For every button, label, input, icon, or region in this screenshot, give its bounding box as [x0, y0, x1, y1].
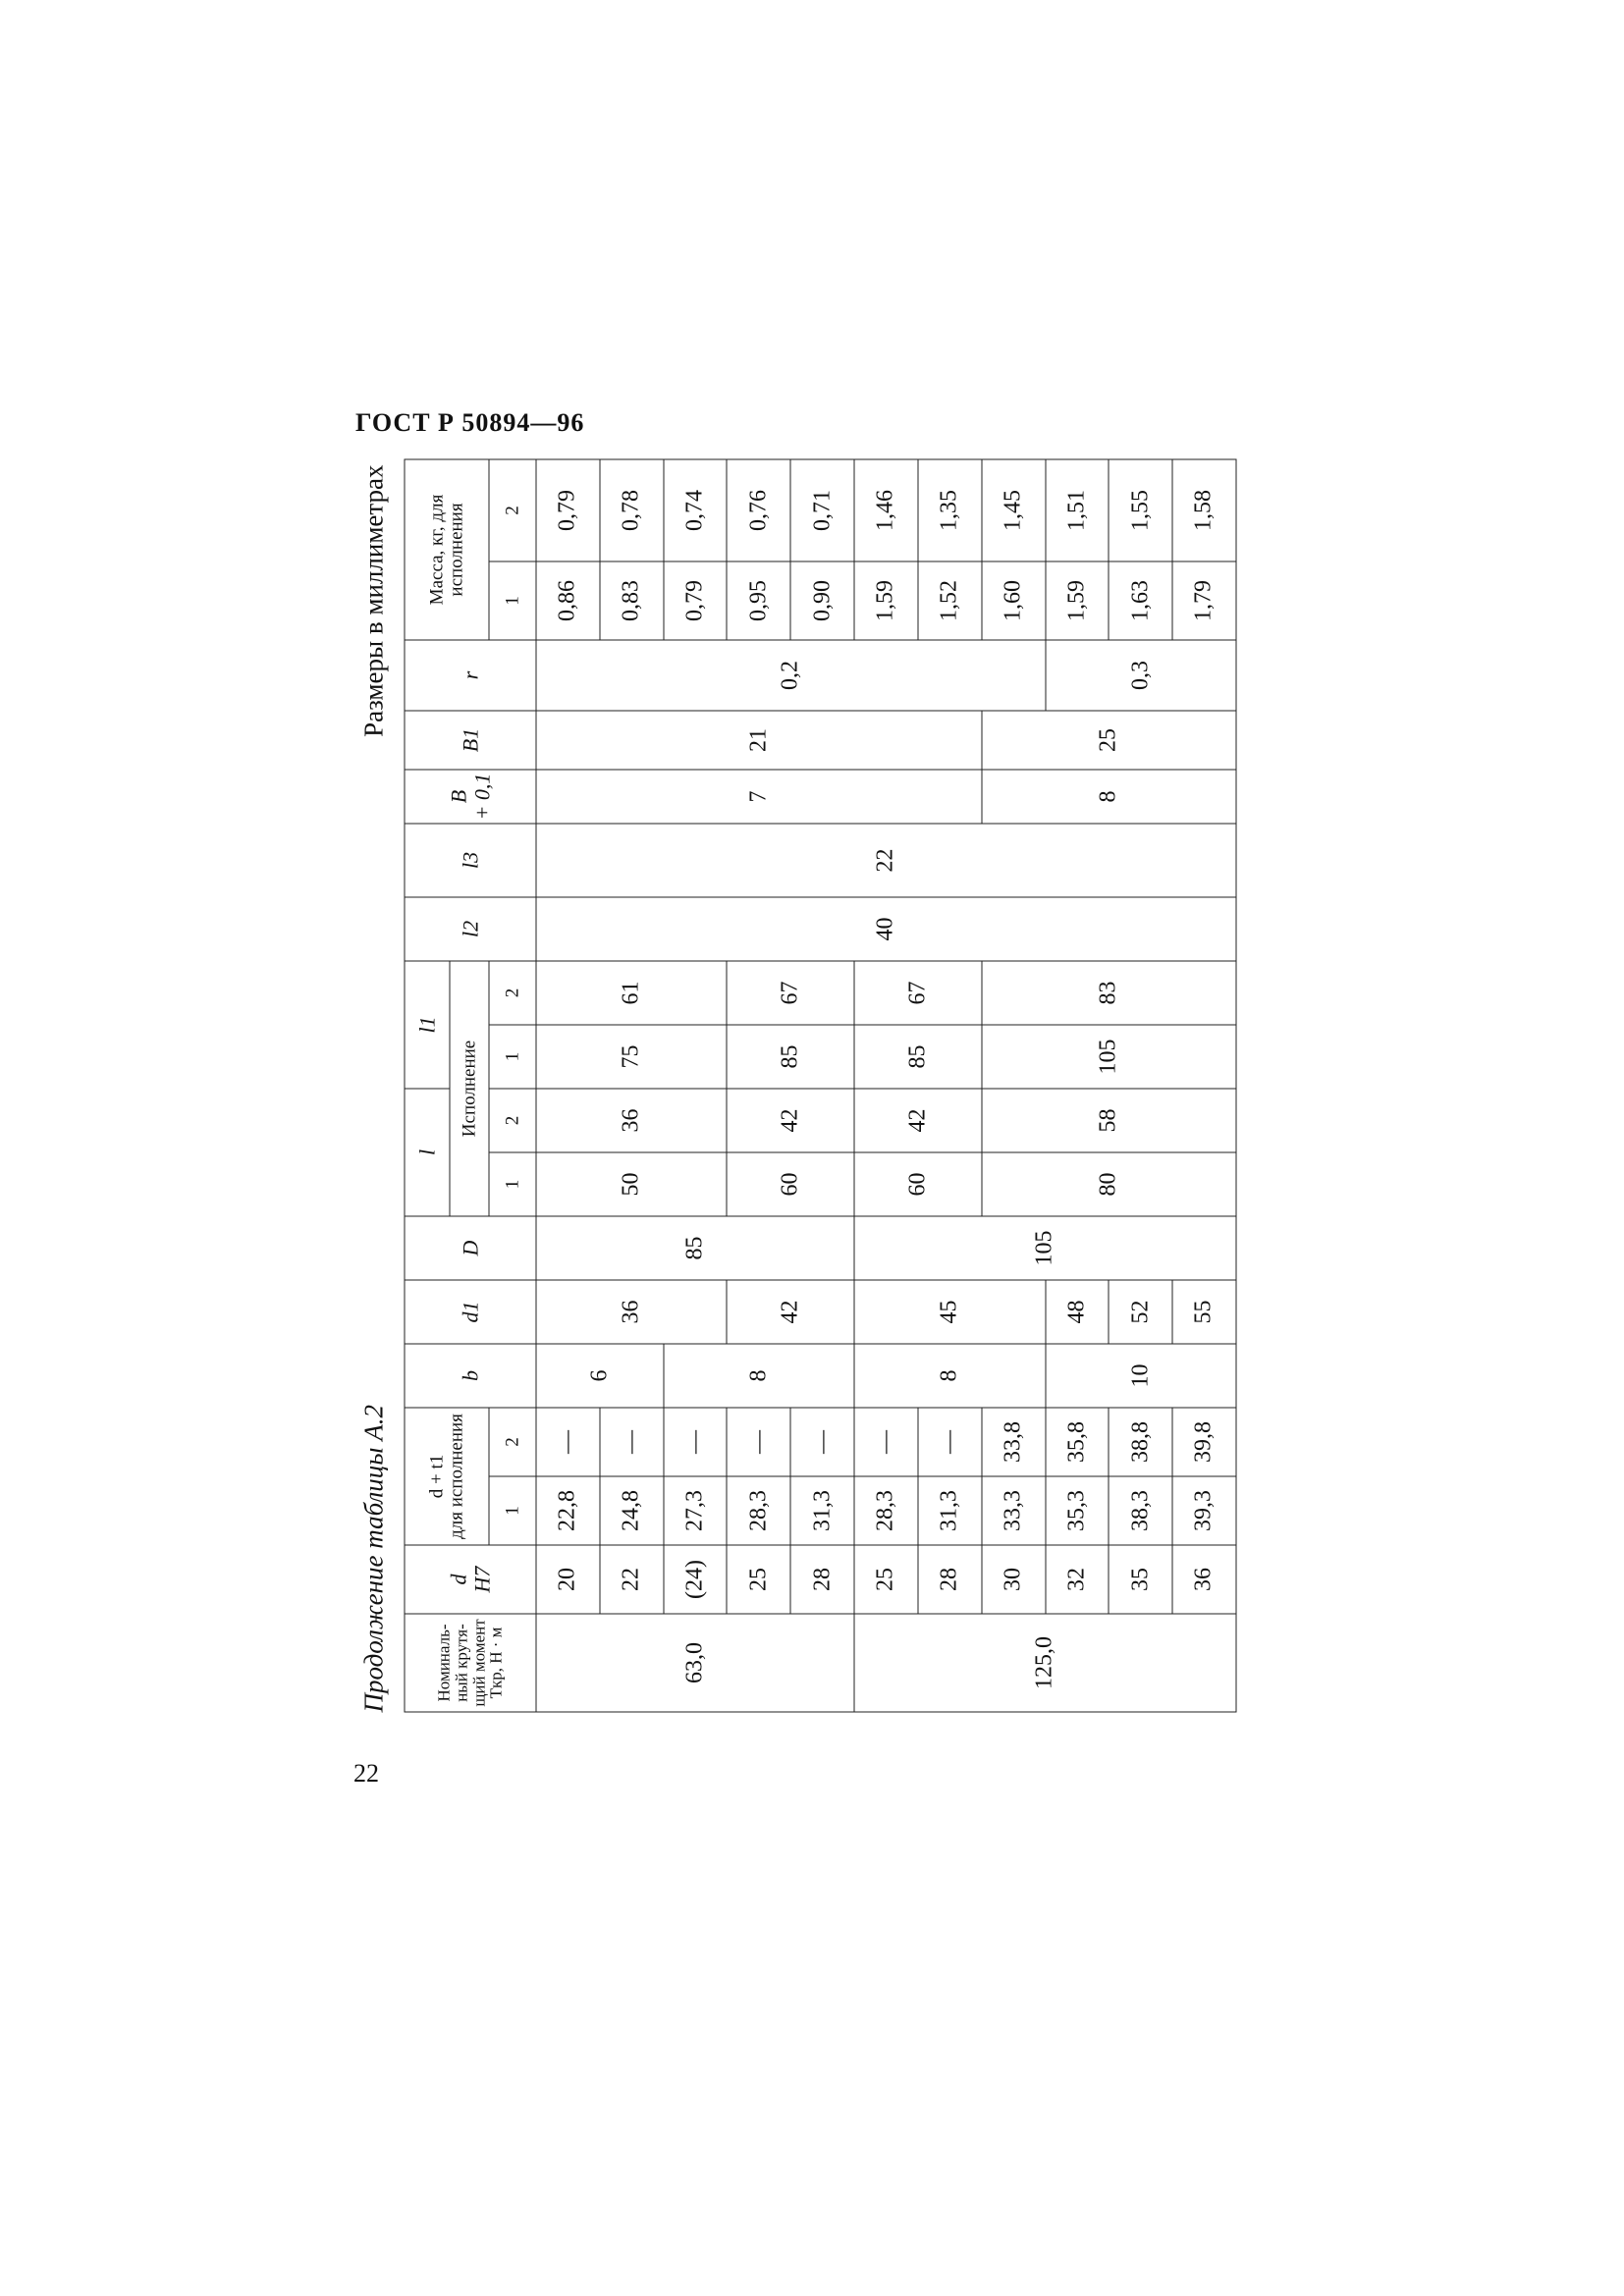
dt2-cell: —	[727, 1408, 790, 1476]
dt2-cell: —	[664, 1408, 728, 1476]
B1-cell: 25	[982, 711, 1236, 770]
mass1-cell: 0,86	[536, 561, 600, 640]
mass1-cell: 1,59	[1046, 561, 1110, 640]
mass2-cell: 0,79	[536, 459, 600, 561]
l2-cell: 40	[536, 897, 1236, 961]
l3-cell: 22	[536, 824, 1236, 897]
d-cell: 22	[600, 1545, 664, 1614]
b-cell: 6	[536, 1344, 664, 1408]
r-cell: 0,3	[1046, 640, 1237, 711]
units-note: Размеры в миллиметрах	[358, 464, 389, 737]
header-mass-exec-1: 1	[489, 561, 536, 640]
header-d-plus-t1: d + t1 для исполнения	[405, 1408, 489, 1545]
dt2-cell: 39,8	[1172, 1408, 1236, 1476]
table-continuation-caption: Продолжение таблицы А.2	[358, 1404, 389, 1713]
header-mass: Масса, кг, для исполнения	[405, 459, 489, 640]
d1-cell: 45	[854, 1280, 1045, 1344]
rotated-table-block	[346, 459, 1239, 1713]
mass2-cell: 1,46	[854, 459, 918, 561]
header-d1: d1	[405, 1280, 536, 1344]
mass2-cell: 0,74	[664, 459, 728, 561]
dt2-cell: 35,8	[1046, 1408, 1110, 1476]
B-cell: 8	[982, 770, 1236, 824]
d-cell: 25	[854, 1545, 918, 1614]
dt2-cell: 33,8	[982, 1408, 1046, 1476]
page-number: 22	[353, 1759, 379, 1788]
d-cell: 20	[536, 1545, 600, 1614]
d1-cell: 55	[1172, 1280, 1236, 1344]
d-cell: (24)	[664, 1545, 728, 1614]
l-exec2-cell: 42	[854, 1089, 982, 1152]
mass1-cell: 0,90	[790, 561, 854, 640]
d-cell: 32	[1046, 1545, 1110, 1614]
header-l3: l3	[405, 824, 536, 897]
dt1-cell: 33,3	[982, 1476, 1046, 1545]
l-exec1-cell: 50	[536, 1152, 727, 1216]
header-dt-exec-2: 2	[489, 1408, 536, 1476]
mass1-cell: 0,95	[727, 561, 790, 640]
dt1-cell: 27,3	[664, 1476, 728, 1545]
D-cell: 105	[854, 1216, 1236, 1280]
dt2-cell: —	[790, 1408, 854, 1476]
torque-cell: 125,0	[854, 1614, 1236, 1712]
dt1-cell: 22,8	[536, 1476, 600, 1545]
header-mass-exec-2: 2	[489, 459, 536, 561]
dt2-cell: —	[536, 1408, 600, 1476]
dt2-cell: —	[600, 1408, 664, 1476]
l1-exec2-cell: 61	[536, 961, 727, 1025]
mass2-cell: 1,51	[1046, 459, 1110, 561]
l-exec2-cell: 36	[536, 1089, 727, 1152]
dt2-cell: —	[918, 1408, 982, 1476]
d1-cell: 52	[1109, 1280, 1172, 1344]
mass1-cell: 1,52	[918, 561, 982, 640]
mass2-cell: 1,45	[982, 459, 1046, 561]
d-cell: 36	[1172, 1545, 1236, 1614]
mass2-cell: 0,78	[600, 459, 664, 561]
document-code: ГОСТ Р 50894—96	[355, 408, 585, 437]
dt1-cell: 28,3	[854, 1476, 918, 1545]
header-dt-exec-1: 1	[489, 1476, 536, 1545]
d1-cell: 36	[536, 1280, 727, 1344]
header-execution: Исполнение	[450, 961, 489, 1216]
dt2-cell: 38,8	[1109, 1408, 1172, 1476]
header-l1-exec-1: 1	[489, 1025, 536, 1089]
header-b: b	[405, 1344, 536, 1408]
header-B1: B1	[405, 711, 536, 770]
l1-exec1-cell: 85	[854, 1025, 982, 1089]
table-caption	[346, 459, 405, 1713]
mass2-cell: 1,58	[1172, 459, 1236, 561]
dt1-cell: 38,3	[1109, 1476, 1172, 1545]
dt1-cell: 35,3	[1046, 1476, 1110, 1545]
l1-exec2-cell: 67	[854, 961, 982, 1025]
mass1-cell: 1,63	[1109, 561, 1172, 640]
header-l-exec-1: 1	[489, 1152, 536, 1216]
D-cell: 85	[536, 1216, 854, 1280]
header-l2: l2	[405, 897, 536, 961]
l-exec1-cell: 60	[727, 1152, 854, 1216]
l1-exec1-cell: 75	[536, 1025, 727, 1089]
torque-cell: 63,0	[536, 1614, 854, 1712]
header-l1-exec-2: 2	[489, 961, 536, 1025]
header-torque: Номиналь- ный крутя- щий момент Tкр, Н · м	[405, 1614, 536, 1712]
l-exec1-cell: 80	[982, 1152, 1236, 1216]
l1-exec1-cell: 105	[982, 1025, 1236, 1089]
dt1-cell: 24,8	[600, 1476, 664, 1545]
l1-exec1-cell: 85	[727, 1025, 854, 1089]
mass2-cell: 1,35	[918, 459, 982, 561]
d1-cell: 42	[727, 1280, 854, 1344]
header-l-exec-2: 2	[489, 1089, 536, 1152]
header-r: r	[405, 640, 536, 711]
b-cell: 8	[664, 1344, 854, 1408]
header-d: d H7	[405, 1545, 536, 1614]
mass1-cell: 1,59	[854, 561, 918, 640]
d-cell: 35	[1109, 1545, 1172, 1614]
mass2-cell: 0,71	[790, 459, 854, 561]
d-cell: 28	[918, 1545, 982, 1614]
dimensions-table	[405, 459, 1237, 1713]
d1-cell: 48	[1046, 1280, 1110, 1344]
mass2-cell: 1,55	[1109, 459, 1172, 561]
l-exec1-cell: 60	[854, 1152, 982, 1216]
B-cell: 7	[536, 770, 982, 824]
b-cell: 10	[1046, 1344, 1237, 1408]
d-cell: 25	[727, 1545, 790, 1614]
l-exec2-cell: 58	[982, 1089, 1236, 1152]
mass1-cell: 1,79	[1172, 561, 1236, 640]
header-l1: l1	[405, 961, 450, 1089]
b-cell: 8	[854, 1344, 1045, 1408]
dt2-cell: —	[854, 1408, 918, 1476]
table-row	[536, 459, 600, 1712]
header-B: B + 0,1	[405, 770, 536, 824]
B1-cell: 21	[536, 711, 982, 770]
l1-exec2-cell: 67	[727, 961, 854, 1025]
d-cell: 28	[790, 1545, 854, 1614]
l1-exec2-cell: 83	[982, 961, 1236, 1025]
dt1-cell: 31,3	[918, 1476, 982, 1545]
header-D: D	[405, 1216, 536, 1280]
mass1-cell: 0,83	[600, 561, 664, 640]
mass2-cell: 0,76	[727, 459, 790, 561]
r-cell: 0,2	[536, 640, 1046, 711]
mass1-cell: 0,79	[664, 561, 728, 640]
dt1-cell: 31,3	[790, 1476, 854, 1545]
d-cell: 30	[982, 1545, 1046, 1614]
dt1-cell: 39,3	[1172, 1476, 1236, 1545]
header-l: l	[405, 1089, 450, 1216]
mass1-cell: 1,60	[982, 561, 1046, 640]
l-exec2-cell: 42	[727, 1089, 854, 1152]
dt1-cell: 28,3	[727, 1476, 790, 1545]
